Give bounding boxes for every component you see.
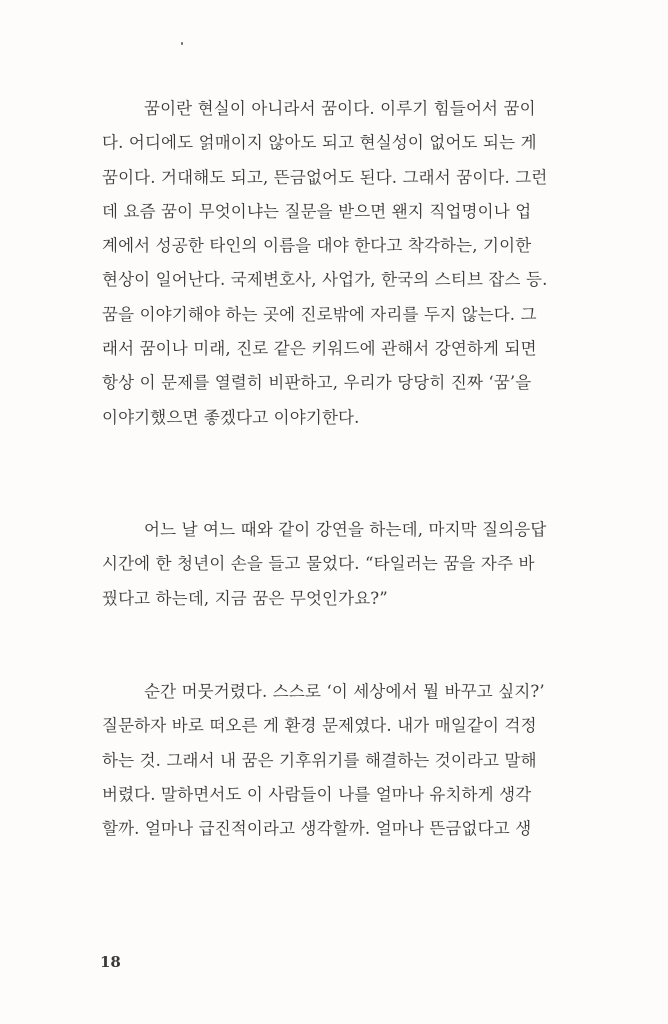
text-line: 현상이 일어난다. 국제변호사, 사업가, 한국의 스티브 잡스 등.	[102, 270, 548, 290]
text-line: 꿈이다. 거대해도 되고, 뜬금없어도 된다. 그래서 꿈이다. 그런	[102, 167, 548, 187]
text-line: 꿈이란 현실이 아니라서 꿈이다. 이루기 힘들어서 꿈이	[144, 99, 536, 118]
text-line: 계에서 성공한 타인의 이름을 대야 한다고 착각하는, 기이한	[102, 236, 532, 256]
paragraph-2	[102, 513, 599, 616]
text-line: 이야기했으면 좋겠다고 이야기한다.	[102, 407, 360, 427]
text-line: 순간 머뭇거렸다. 스스로 ‘이 세상에서 뭘 바꾸고 싶지?’	[144, 682, 545, 701]
text-line: 어느 날 여느 때와 같이 강연을 하는데, 마지막 질의응답	[144, 520, 547, 539]
ink-speck	[181, 42, 183, 45]
text-line: 데 요즘 꿈이 무엇이냐는 질문을 받으면 왠지 직업명이나 업	[102, 201, 532, 221]
paragraph-3	[102, 675, 599, 846]
text-line: 하는 것. 그래서 내 꿈은 기후위기를 해결하는 것이라고 말해	[102, 750, 537, 770]
text-line: 꿨다고 하는데, 지금 꿈은 무엇인가요?”	[102, 588, 388, 608]
text-line: 할까. 얼마나 급진적이라고 생각할까. 얼마나 뜬금없다고 생	[102, 819, 532, 839]
text-line: 질문하자 바로 떠오른 게 환경 문제였다. 내가 매일같이 걱정	[102, 716, 537, 736]
text-line: 다. 어디에도 얽매이지 않아도 되고 현실성이 없어도 되는 게	[102, 133, 537, 153]
text-line: 래서 꿈이나 미래, 진로 같은 키워드에 관해서 강연하게 되면	[102, 339, 537, 359]
text-line: 시간에 한 청년이 손을 들고 물었다. “타일러는 꿈을 자주 바	[102, 554, 535, 574]
text-line: 항상 이 문제를 열렬히 비판하고, 우리가 당당히 진짜 ‘꿈’을	[102, 373, 532, 393]
text-line: 꿈을 이야기해야 하는 곳에 진로밖에 자리를 두지 않는다. 그	[102, 304, 537, 324]
page-number: 18	[100, 953, 121, 971]
text-line: 버렸다. 말하면서도 이 사람들이 나를 얼마나 유치하게 생각	[102, 784, 532, 804]
paragraph-1	[102, 92, 599, 435]
